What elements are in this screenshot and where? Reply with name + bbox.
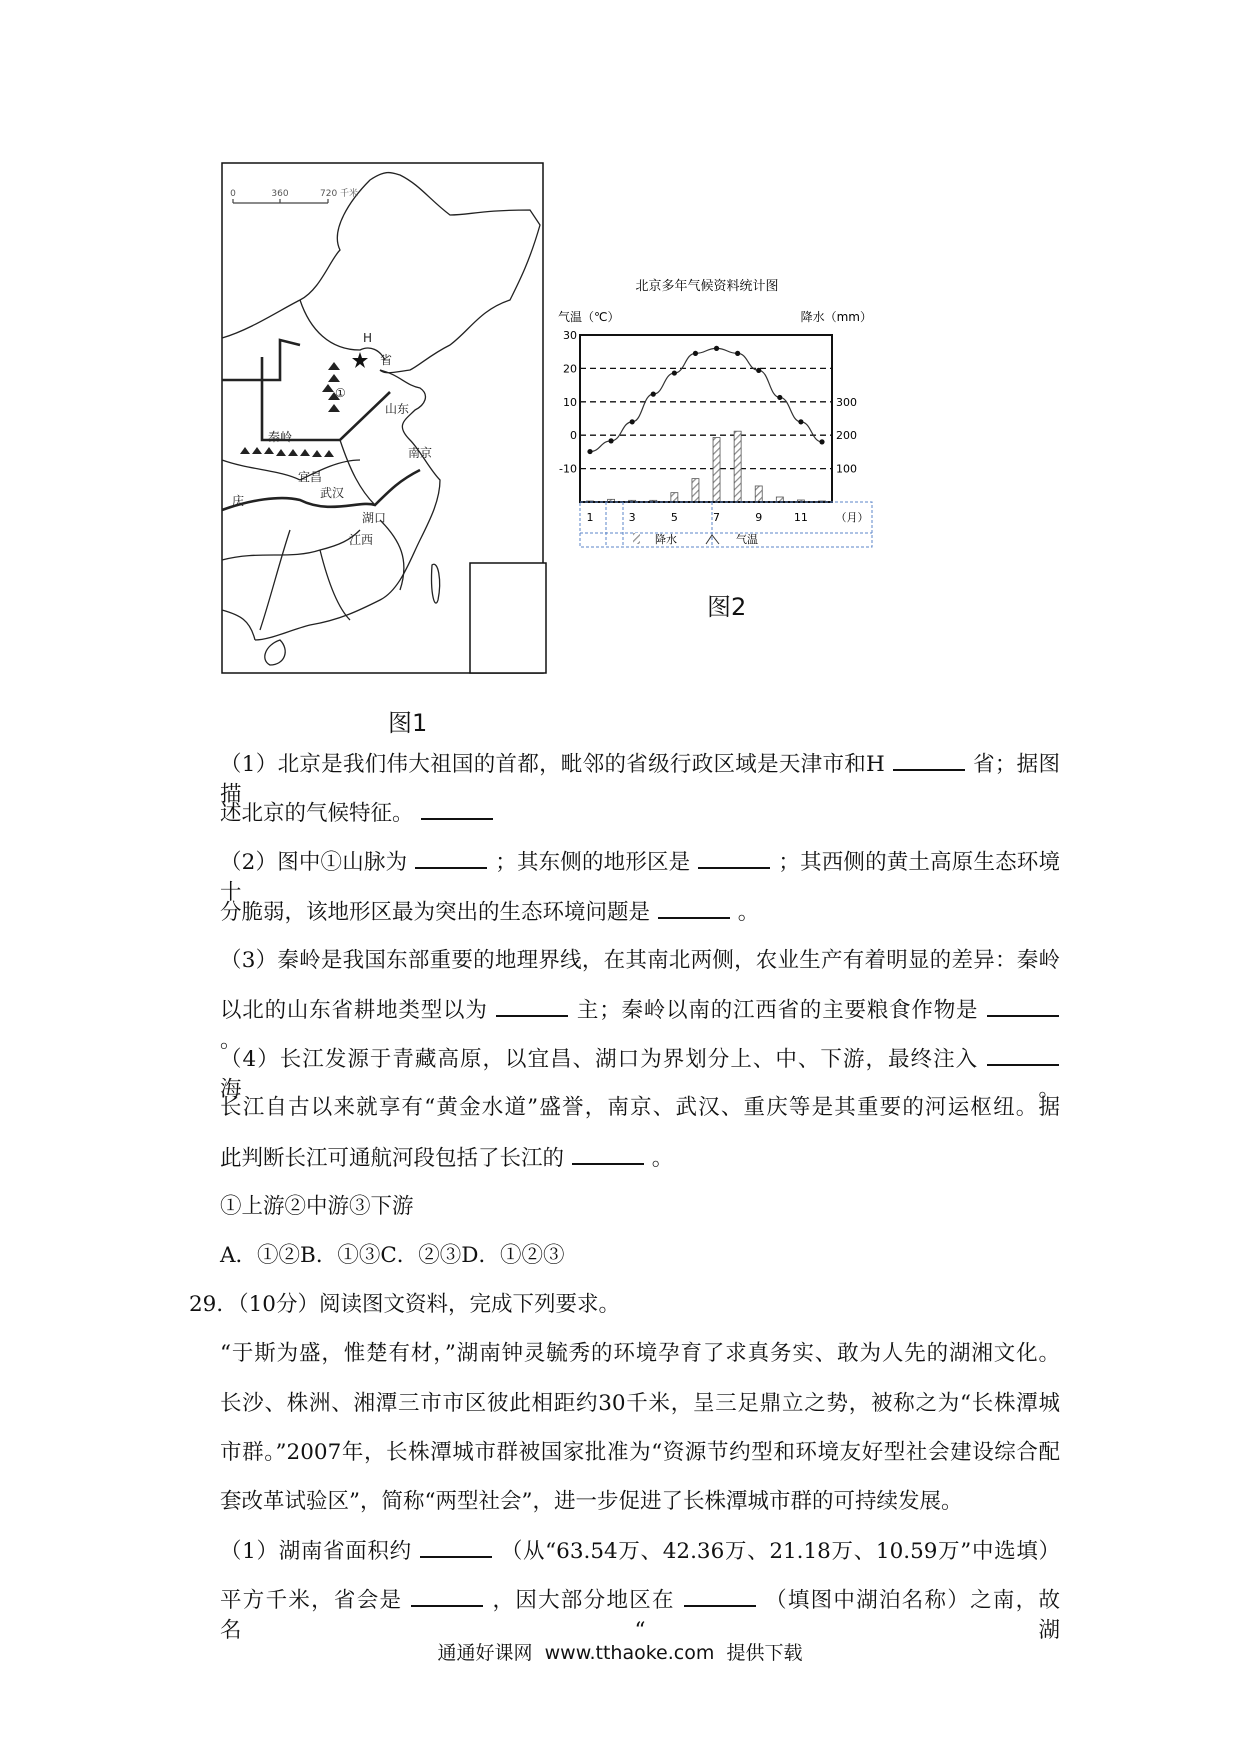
scale-label-720: 720 千米 (320, 189, 359, 199)
label-province: 省 (380, 353, 393, 367)
text-segment: ①上游②中游③下游 (220, 1193, 414, 1219)
chart-title: 北京多年气候资料统计图 (635, 279, 779, 294)
text-segment: 述北京的气候特征。 (220, 801, 414, 827)
text-line (220, 1192, 1060, 1222)
text-segment: 。 (737, 899, 760, 925)
precip-bar (755, 486, 762, 502)
answer-blank[interactable] (684, 1585, 756, 1607)
figure2-caption: 图2 (707, 593, 747, 621)
figures (0, 0, 1240, 760)
text-line (220, 847, 1060, 906)
y-right-tick: 200 (836, 429, 857, 443)
label-shandong: 山东 (385, 402, 410, 416)
label-hukou: 湖口 (362, 511, 387, 525)
x-tick: 1 (586, 511, 594, 524)
answer-blank[interactable] (987, 1044, 1059, 1066)
x-tick: 11 (793, 511, 808, 524)
text-segment: 主；秦岭以南的江西省的主要粮食作物是 (576, 998, 979, 1023)
label-chongqing: 庆 (232, 494, 245, 508)
precip-bar (713, 438, 720, 502)
legend-precip: 降水 (655, 533, 677, 546)
text-line (220, 995, 1060, 1053)
text-line (220, 1487, 1060, 1517)
answer-blank[interactable] (893, 749, 965, 771)
text-segment: 长沙、株洲、湘潭三市市区彼此相距约30千米，呈三足鼎立之势，被称之为“长株潭城 (220, 1390, 1060, 1416)
text-segment: （4）长江发源于青藏高原，以宜昌、湖口为界划分上、中、下游，最终注入 (220, 1047, 979, 1073)
text-segment: 。 (651, 1145, 674, 1171)
temperature-point (651, 392, 656, 397)
y-left-tick: 10 (563, 395, 577, 409)
x-axis-unit: （月） (835, 511, 869, 524)
text-segment: 以北的山东省耕地类型以为 (220, 998, 488, 1023)
footer: 通通好课网 www.tthaoke.com 提供下载 (437, 1642, 803, 1664)
text-segment: A．①②B．①③C．②③D．①②③ (220, 1243, 565, 1268)
question-heading (189, 1290, 1029, 1320)
text-line (220, 1536, 1060, 1566)
x-tick: 9 (755, 511, 763, 524)
temperature-point (630, 419, 635, 424)
text-segment: 分脆弱，该地形区最为突出的生态环境问题是 (220, 899, 651, 925)
text-line (220, 1093, 1060, 1123)
text-segment: ，因大部分地区在 (492, 1588, 675, 1614)
answer-blank[interactable] (415, 847, 487, 869)
climate-chart (558, 278, 872, 547)
y-left-tick: 20 (563, 362, 577, 376)
scale-label-0: 0 (230, 189, 236, 199)
text-segment: （填图中湖泊名称）之南，故名“湖 (220, 1588, 1060, 1644)
label-wuhan: 武汉 (320, 486, 345, 500)
text-line (220, 1585, 1060, 1644)
text-segment: 长江自古以来就享有“黄金水道”盛誉，南京、武汉、重庆等是其重要的河运枢纽。据 (220, 1095, 1060, 1121)
text-line (220, 749, 1060, 807)
y-left-tick: 30 (563, 329, 577, 342)
legend-temp: 气温 (736, 533, 758, 546)
text-segment: ；其东侧的地形区是 (495, 850, 691, 876)
temperature-point (756, 368, 761, 373)
precip-bar (692, 479, 699, 502)
china-map (222, 163, 546, 673)
figure1-caption: 图1 (388, 709, 428, 737)
x-axis-table (580, 502, 872, 547)
temperature-point (798, 419, 803, 424)
text-segment: 海。 (220, 1077, 1060, 1103)
y-left-tick: -10 (559, 462, 577, 476)
text-segment: 平方千米，省会是 (220, 1588, 403, 1614)
x-tick: 3 (628, 511, 636, 524)
temperature-point (735, 351, 740, 356)
answer-blank[interactable] (496, 995, 568, 1017)
answer-blank[interactable] (421, 798, 493, 820)
text-line (220, 1389, 1060, 1419)
text-segment: （3）秦岭是我国东部重要的地理界线，在其南北两侧，农业生产有着明显的差异：秦岭 (220, 947, 1060, 973)
text-segment: （1）湖南省面积约 (220, 1539, 412, 1565)
temperature-point (714, 346, 719, 351)
label-yichang: 宜昌 (298, 470, 323, 484)
text-segment: ；其西侧的黄土高原生态环境十 (220, 850, 1060, 906)
temperature-line (590, 348, 822, 451)
temperature-point (819, 439, 824, 444)
label-h: H (363, 331, 373, 345)
y-right-tick: 300 (836, 395, 857, 409)
text-line (220, 798, 1060, 828)
answer-blank[interactable] (411, 1585, 483, 1607)
text-segment: 市群。”2007年，长株潭城市群被国家批准为“资源节约型和环境友好型社会建设综合配 (220, 1439, 1060, 1465)
label-qinling: 秦岭 (268, 430, 293, 444)
text-segment: 省；据图描 (220, 752, 1060, 807)
answer-blank[interactable] (572, 1143, 644, 1165)
text-segment: 29．（10分）阅读图文资料，完成下列要求。 (189, 1292, 620, 1318)
south-sea-inset (470, 563, 546, 673)
text-line (220, 1438, 1060, 1468)
label-jiangxi: 江西 (349, 533, 374, 547)
text-line (220, 1241, 1060, 1271)
scale-label-360: 360 (271, 189, 289, 199)
temperature-point (672, 370, 677, 375)
text-segment: （1）北京是我们伟大祖国的首都，毗邻的省级行政区域是天津市和H (220, 752, 885, 777)
text-line (220, 946, 1060, 976)
temperature-point (608, 438, 613, 443)
temperature-point (587, 449, 592, 454)
text-segment: 此判断长江可通航河段包括了长江的 (220, 1145, 565, 1171)
label-nanjing: 南京 (408, 446, 433, 460)
text-segment: （从“63.54万、42.36万、21.18万、10.59万”中选填） (500, 1539, 1060, 1565)
text-segment: “于斯为盛，惟楚有材，”湖南钟灵毓秀的环境孕育了求真务实、敢为人先的湖湘文化。 (220, 1341, 1060, 1367)
y-right-label: 降水（mm） (800, 310, 872, 324)
answer-blank[interactable] (420, 1536, 492, 1558)
text-line (220, 897, 1060, 927)
y-right-tick: 100 (836, 462, 857, 476)
answer-blank[interactable] (698, 847, 770, 869)
text-line (220, 1044, 1060, 1103)
text-segment: （2）图中①山脉为 (220, 850, 408, 876)
text-segment: 。 (220, 1028, 242, 1053)
temperature-point (693, 351, 698, 356)
precip-bar (734, 431, 741, 502)
x-tick: 5 (670, 511, 678, 524)
answer-blank[interactable] (658, 897, 730, 919)
x-tick: 7 (713, 511, 721, 524)
precip-bar (671, 493, 678, 502)
text-segment: 套改革试验区”，简称“两型社会”，进一步促进了长株潭城市群的可持续发展。 (220, 1489, 963, 1514)
label-mountain-1: ① (335, 386, 346, 400)
y-left-tick: 0 (570, 429, 577, 443)
answer-blank[interactable] (987, 995, 1059, 1017)
plot-frame (580, 335, 832, 502)
legend (633, 532, 758, 546)
temperature-point (777, 395, 782, 400)
text-line (220, 1339, 1060, 1369)
y-left-label: 气温（℃） (558, 310, 620, 324)
text-line (220, 1143, 1060, 1173)
legend-swatch-precip (633, 533, 640, 544)
